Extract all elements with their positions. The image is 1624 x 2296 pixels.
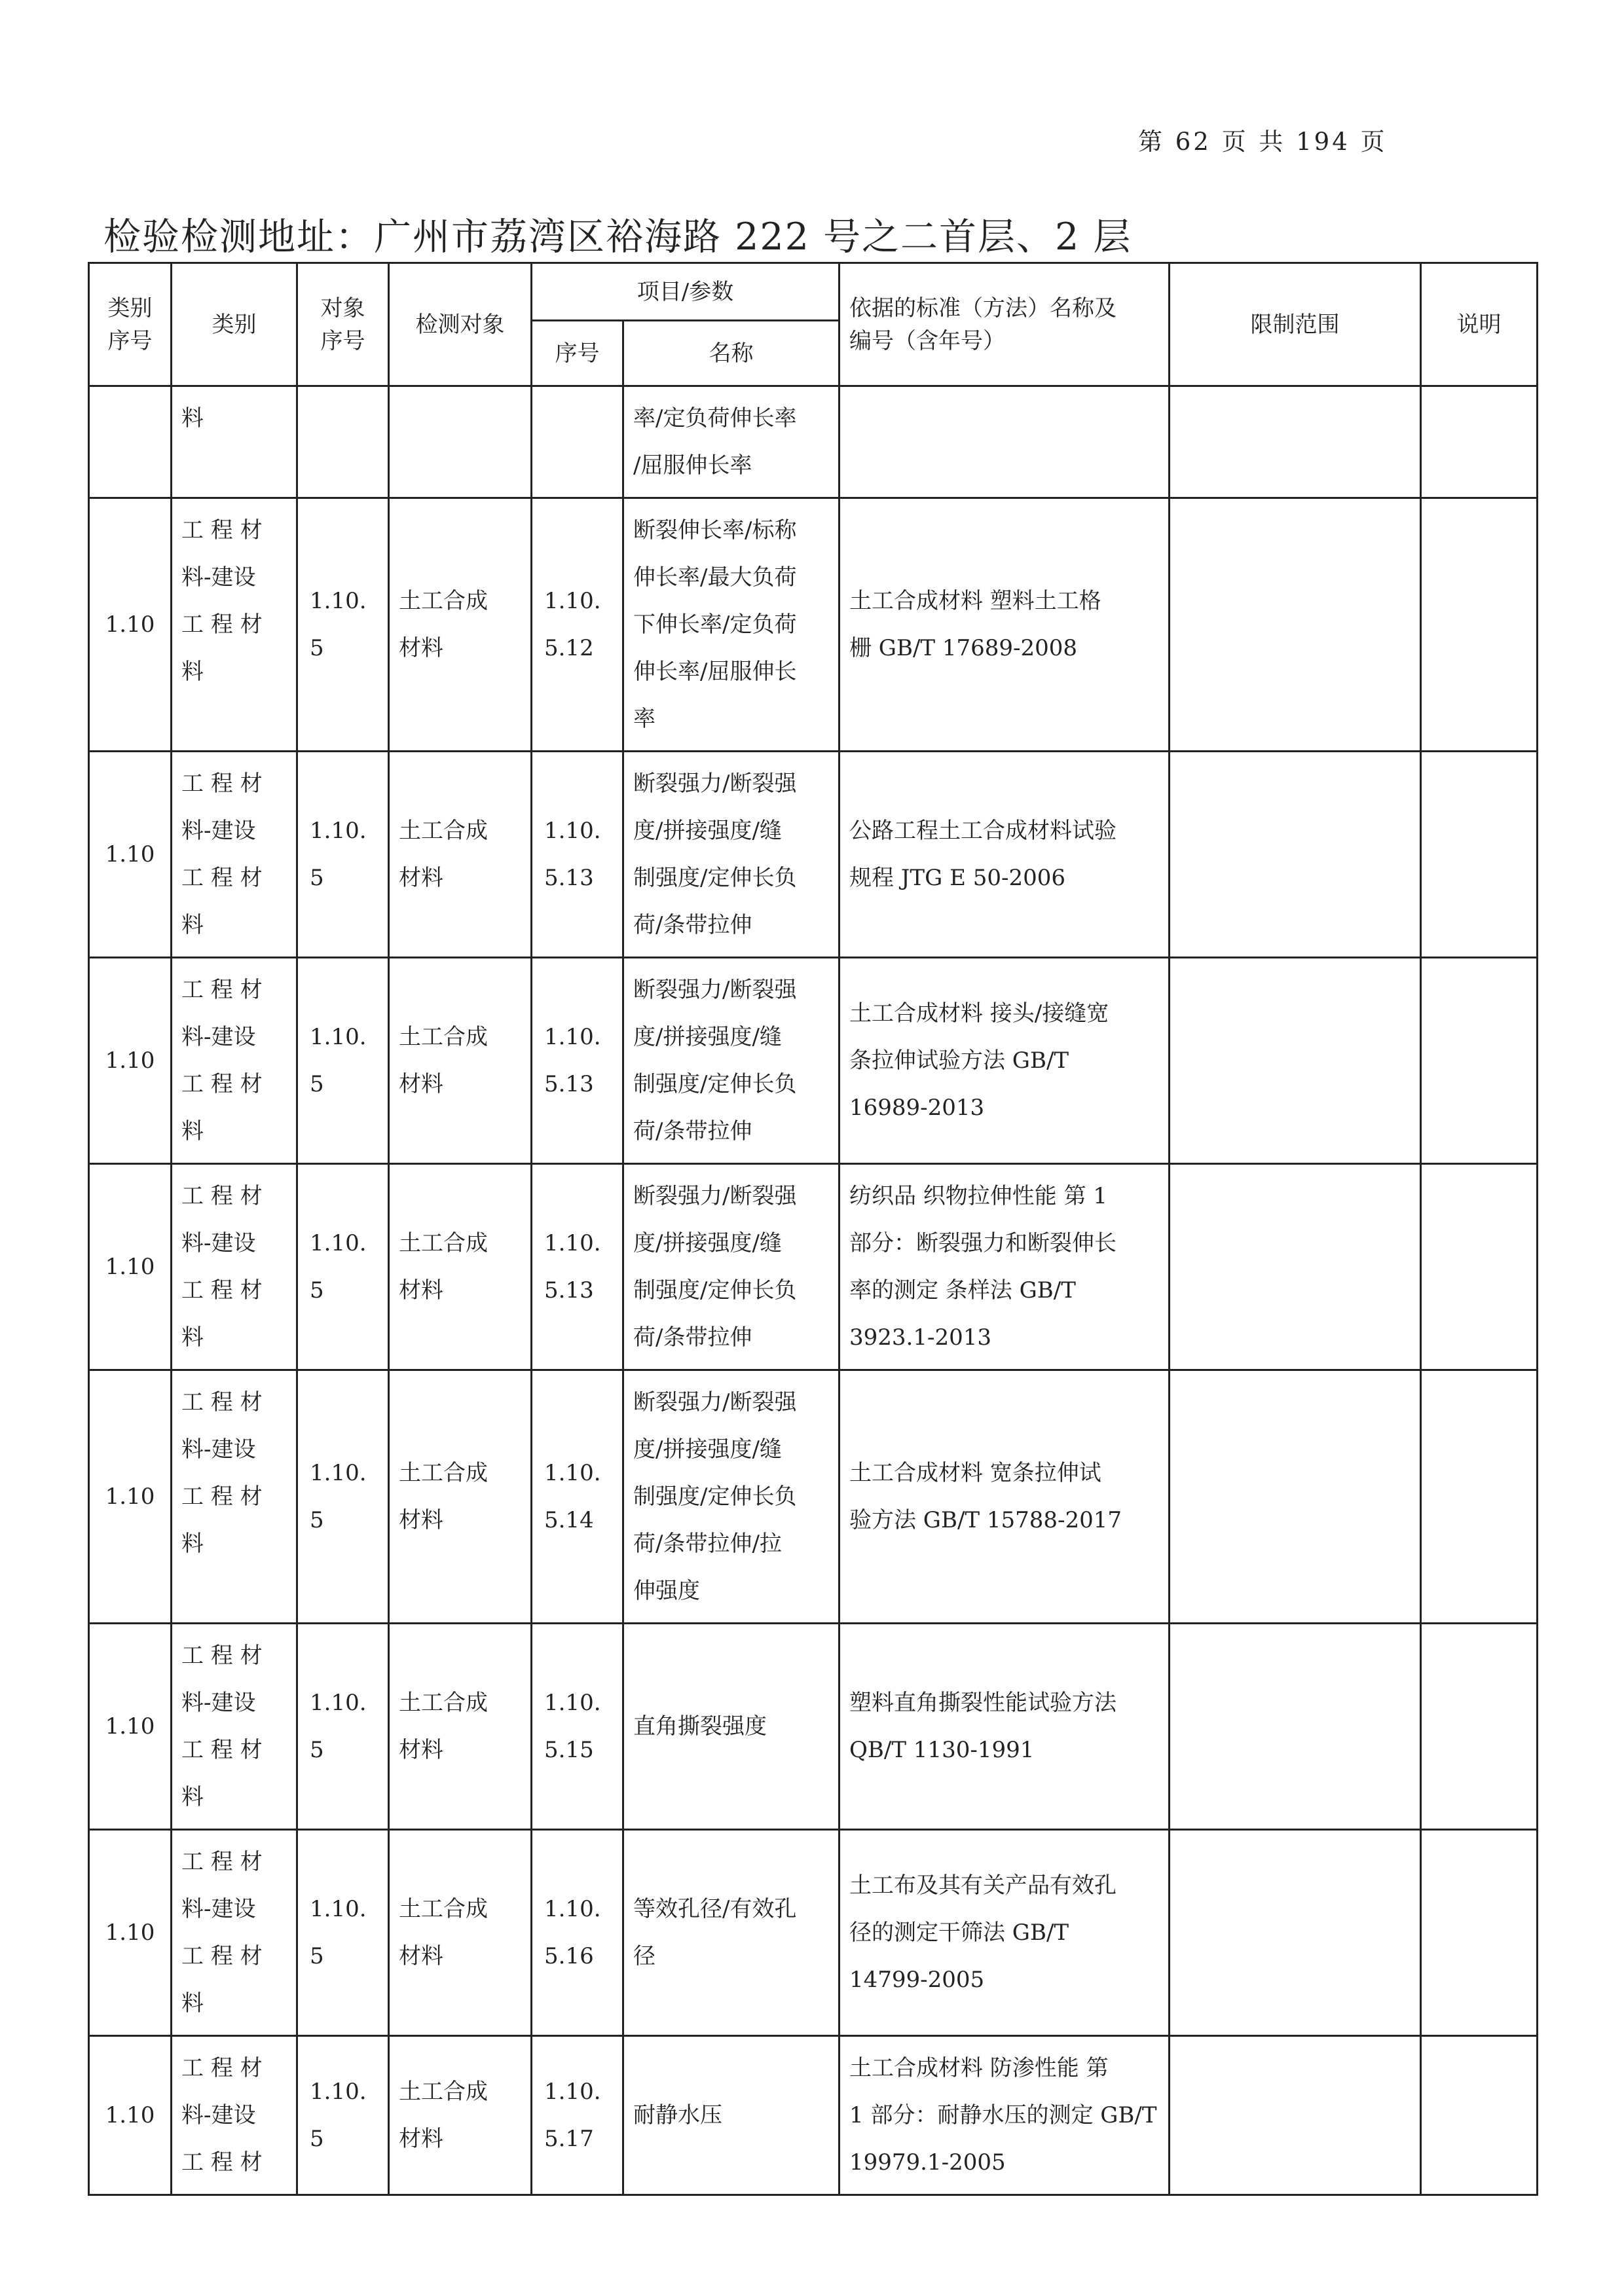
cell-limit [1170,958,1421,1164]
cell-item-name: 断裂伸长率/标称 伸长率/最大负荷 下伸长率/定负荷 伸长率/屈服伸长 率 [623,498,840,752]
cell-item-name: 断裂强力/断裂强 度/拼接强度/缝 制强度/定伸长负 荷/条带拉伸/拉 伸强度 [623,1370,840,1624]
cell-note [1421,2036,1538,2195]
cell-category: 工 程 材 料-建设 工 程 材 料 [172,1830,297,2036]
header-standard: 依据的标准（方法）名称及 编号（含年号） [840,263,1170,386]
cell-item-name: 断裂强力/断裂强 度/拼接强度/缝 制强度/定伸长负 荷/条带拉伸 [623,1164,840,1370]
cell-seq: 1.10. 5.15 [532,1624,623,1830]
cell-object-no: 1.10. 5 [297,958,389,1164]
cell-standard: 土工布及其有关产品有效孔 径的测定干筛法 GB/T 14799-2005 [840,1830,1170,2036]
header-object: 检测对象 [389,263,532,386]
cell-seq: 1.10. 5.13 [532,958,623,1164]
cell-object: 土工合成 材料 [389,2036,532,2195]
table-row [89,752,1538,958]
table-row [89,1164,1538,1370]
cell-seq: 1.10. 5.14 [532,1370,623,1624]
cell-category: 工 程 材 料-建设 工 程 材 [172,2036,297,2195]
cell-object-no: 1.10. 5 [297,498,389,752]
cell-category-no: 1.10 [89,1624,172,1830]
header-object-no: 对象 序号 [297,263,389,386]
cell-object-no: 1.10. 5 [297,1370,389,1624]
cell-category: 工 程 材 料-建设 工 程 材 料 [172,752,297,958]
cell-object-no [297,386,389,498]
header-item-param: 项目/参数 [532,263,840,321]
cell-category-no: 1.10 [89,2036,172,2195]
cell-object: 土工合成 材料 [389,752,532,958]
cell-category-no: 1.10 [89,1370,172,1624]
cell-standard: 塑料直角撕裂性能试验方法 QB/T 1130-1991 [840,1624,1170,1830]
cell-seq: 1.10. 5.12 [532,498,623,752]
cell-standard: 土工合成材料 接头/接缝宽 条拉伸试验方法 GB/T 16989-2013 [840,958,1170,1164]
cell-category: 工 程 材 料-建设 工 程 材 料 [172,498,297,752]
cell-seq: 1.10. 5.13 [532,752,623,958]
cell-limit [1170,386,1421,498]
header-name: 名称 [623,321,840,386]
table-row [89,498,1538,752]
header-category: 类别 [172,263,297,386]
table-row [89,2036,1538,2195]
cell-note [1421,1164,1538,1370]
cell-note [1421,1624,1538,1830]
cell-item-name: 断裂强力/断裂强 度/拼接强度/缝 制强度/定伸长负 荷/条带拉伸 [623,752,840,958]
cell-limit [1170,752,1421,958]
testing-address-title: 检验检测地址：广州市荔湾区裕海路 222 号之二首层、2 层 [103,215,1132,259]
cell-note [1421,1830,1538,2036]
cell-standard: 土工合成材料 塑料土工格 栅 GB/T 17689-2008 [840,498,1170,752]
cell-object-no: 1.10. 5 [297,1624,389,1830]
header-limit: 限制范围 [1170,263,1421,386]
cell-object-no: 1.10. 5 [297,1830,389,2036]
cell-category-no [89,386,172,498]
cell-item-name: 耐静水压 [623,2036,840,2195]
header-note: 说明 [1421,263,1538,386]
cell-category: 料 [172,386,297,498]
cell-standard: 土工合成材料 防渗性能 第 1 部分：耐静水压的测定 GB/T 19979.1-2005 [840,2036,1170,2195]
cell-seq: 1.10. 5.17 [532,2036,623,2195]
table-row [89,1830,1538,2036]
cell-object: 土工合成 材料 [389,1830,532,2036]
cell-item-name: 率/定负荷伸长率 /屈服伸长率 [623,386,840,498]
cell-note [1421,752,1538,958]
cell-category-no: 1.10 [89,958,172,1164]
cell-limit [1170,498,1421,752]
table-row [89,1624,1538,1830]
cell-category-no: 1.10 [89,1830,172,2036]
cell-standard: 土工合成材料 宽条拉伸试 验方法 GB/T 15788-2017 [840,1370,1170,1624]
cell-category: 工 程 材 料-建设 工 程 材 料 [172,1370,297,1624]
cell-category: 工 程 材 料-建设 工 程 材 料 [172,1624,297,1830]
cell-item-name: 等效孔径/有效孔 径 [623,1830,840,2036]
cell-seq [532,386,623,498]
cell-category: 工 程 材 料-建设 工 程 材 料 [172,958,297,1164]
header-seq: 序号 [532,321,623,386]
cell-object-no: 1.10. 5 [297,2036,389,2195]
cell-object: 土工合成 材料 [389,1624,532,1830]
cell-category-no: 1.10 [89,752,172,958]
cell-object: 土工合成 材料 [389,498,532,752]
cell-object-no: 1.10. 5 [297,752,389,958]
cell-limit [1170,1830,1421,2036]
page-number: 第 62 页 共 194 页 [1138,128,1388,156]
cell-object-no: 1.10. 5 [297,1164,389,1370]
table-row [89,1370,1538,1624]
cell-category: 工 程 材 料-建设 工 程 材 料 [172,1164,297,1370]
table-row [89,958,1538,1164]
table-row [89,386,1538,498]
cell-category-no: 1.10 [89,498,172,752]
cell-note [1421,1370,1538,1624]
cell-item-name: 断裂强力/断裂强 度/拼接强度/缝 制强度/定伸长负 荷/条带拉伸 [623,958,840,1164]
header-category-no: 类别 序号 [89,263,172,386]
cell-limit [1170,1624,1421,1830]
cell-object: 土工合成 材料 [389,1164,532,1370]
cell-limit [1170,2036,1421,2195]
cell-object: 土工合成 材料 [389,1370,532,1624]
cell-limit [1170,1370,1421,1624]
cell-note [1421,958,1538,1164]
cell-category-no: 1.10 [89,1164,172,1370]
cell-standard: 纺织品 织物拉伸性能 第 1 部分：断裂强力和断裂伸长 率的测定 条样法 GB/T 3923.1-2013 [840,1164,1170,1370]
cell-standard [840,386,1170,498]
scope-table [88,262,1538,2196]
cell-object [389,386,532,498]
cell-seq: 1.10. 5.16 [532,1830,623,2036]
cell-limit [1170,1164,1421,1370]
cell-note [1421,386,1538,498]
cell-seq: 1.10. 5.13 [532,1164,623,1370]
cell-item-name: 直角撕裂强度 [623,1624,840,1830]
cell-object: 土工合成 材料 [389,958,532,1164]
cell-note [1421,498,1538,752]
cell-standard: 公路工程土工合成材料试验 规程 JTG E 50-2006 [840,752,1170,958]
